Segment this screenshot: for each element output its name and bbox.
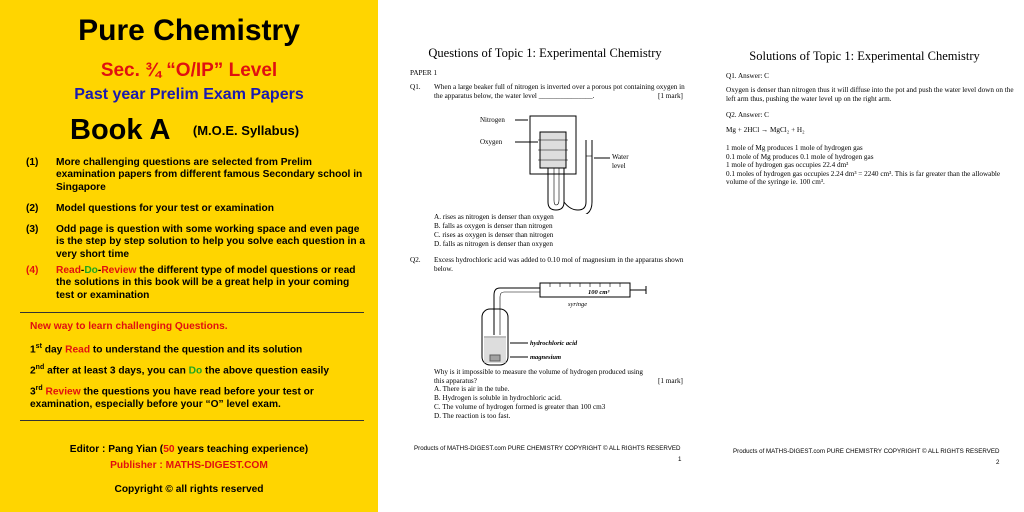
feature-item: (2) Model questions for your test or examination — [26, 203, 274, 214]
syringe-volume-label: 100 cm³ — [588, 289, 610, 296]
q2-option-b: B. Hydrogen is soluble in hydrochloric acid. — [434, 394, 562, 402]
syllabus-label: (M.O.E. Syllabus) — [192, 123, 300, 138]
equation: Mg + 2HCl → MgCl₂ + H₂ — [726, 126, 805, 134]
acid-label: hydrochloric acid — [530, 340, 578, 347]
solutions-heading: Solutions of Topic 1: Experimental Chemistry — [749, 49, 980, 63]
solutions-page — [705, 0, 1024, 512]
new-way-heading: New way to learn challenging Questions. — [30, 321, 228, 332]
q2-answer: Q2. Answer: C — [726, 111, 769, 119]
q2-option-d: D. The reaction is too fast. — [434, 412, 511, 420]
book-cover — [0, 0, 378, 512]
copyright-line: Copyright © all rights reserved — [114, 484, 264, 495]
q1-explanation: Oxygen is denser than nitrogen thus it will diffuse into the pot and push the water level down on the left arm thus, pushing the water level up on the right arm. — [726, 86, 1014, 103]
q1-number: Q1. — [410, 83, 421, 91]
review-highlight: Review — [101, 265, 137, 276]
solution-line: 0.1 mole of Mg produces 0.1 mole of hydrogen gas — [726, 152, 874, 161]
magnesium-label: magnesium — [530, 354, 562, 361]
q2-option-c: C. The volume of hydrogen formed is greater than 100 cm3 — [434, 403, 606, 411]
divider — [20, 420, 364, 421]
page-number: 1 — [678, 456, 682, 463]
cover-title: Pure Chemistry — [78, 14, 300, 47]
solution-line: 1 mole of Mg produces 1 mole of hydrogen gas — [726, 144, 863, 152]
q1-option-d: D. falls as nitrogen is denser than oxygen — [434, 240, 553, 248]
editor-line: Editor : Pang Yian (50 years teaching experience) — [69, 444, 309, 455]
page-number: 2 — [996, 459, 1000, 466]
feature-item: (3) Odd page is question with some working space and even page is the step by step solution to help you solve each question in a very short time — [26, 224, 366, 260]
paper-label: PAPER 1 — [410, 69, 438, 77]
q1-mark: [1 mark] — [658, 91, 683, 100]
feature-item: (4) Read-Do-Review the different type of model questions or read the solutions in this book will be a great help in your coming test or examination — [26, 265, 356, 301]
q1-option-b: B. falls as oxygen is denser than nitrogen — [434, 222, 553, 230]
step-2: 2nd after at least 3 days, you can Do the above question easily — [30, 364, 330, 377]
cover-subtitle: Past year Prelim Exam Papers — [74, 86, 304, 103]
questions-page — [390, 0, 700, 512]
read-highlight: Read — [56, 265, 81, 276]
water-label: Water — [612, 153, 629, 161]
q2-text: Excess hydrochloric acid was added to 0.10 mol of magnesium in the apparatus shown below. — [434, 256, 684, 273]
divider — [20, 312, 364, 313]
cover-level: Sec. ¾ “O/IP” Level — [100, 60, 278, 81]
porous-pot-diagram — [470, 110, 640, 214]
book-title-row — [70, 114, 299, 147]
syringe-apparatus-diagram — [460, 275, 650, 370]
q2-question: Why is it impossible to measure the volume of hydrogen produced using this apparatus? — [434, 368, 643, 385]
q1-text: When a large beaker full of nitrogen is inverted over a porous pot containing oxygen in the apparatus below, the water level _______________. — [434, 83, 685, 100]
do-highlight: Do — [84, 265, 98, 276]
level-label: level — [612, 162, 626, 170]
q1-option-a: A. rises as nitrogen is denser than oxygen — [434, 213, 554, 221]
questions-heading: Questions of Topic 1: Experimental Chemistry — [428, 46, 662, 60]
step-1: 1st day Read to understand the question and its solution — [30, 343, 303, 356]
q1-option-c: C. rises as oxygen is denser than nitrogen — [434, 231, 554, 239]
q1-answer: Q1. Answer: C — [726, 72, 769, 80]
step-3: 3rd Review the questions you have read before your test or examination, especially before your “O” level exam. — [30, 385, 314, 410]
nitrogen-label: Nitrogen — [480, 116, 505, 124]
feature-item: (1) More challenging questions are selected from Prelim examination papers from different famous Secondary school in Singapore — [26, 157, 363, 193]
solution-line: 0.1 moles of hydrogen gas occupies 2.24 dm³ = 2240 cm³. This is far greater than the allowable volume of the syringe ie. 100 cm³. — [726, 169, 1001, 187]
page-footer: Products of MATHS-DIGEST.com PURE CHEMISTRY COPYRIGHT © ALL RIGHTS RESERVED — [414, 445, 681, 452]
q2-option-a: A. There is air in the tube. — [434, 385, 510, 393]
publisher-line: Publisher : MATHS-DIGEST.COM — [110, 460, 268, 471]
book-label: Book A — [70, 114, 171, 146]
q2-mark: [1 mark] — [658, 376, 683, 385]
solution-line: 1 mole of hydrogen gas occupies 22.4 dm³ — [726, 161, 849, 170]
syringe-label: syringe — [568, 301, 588, 308]
page-footer: Products of MATHS-DIGEST.com PURE CHEMISTRY COPYRIGHT © ALL RIGHTS RESERVED — [733, 448, 1000, 455]
oxygen-label: Oxygen — [480, 138, 503, 146]
q2-number: Q2. — [410, 256, 421, 264]
